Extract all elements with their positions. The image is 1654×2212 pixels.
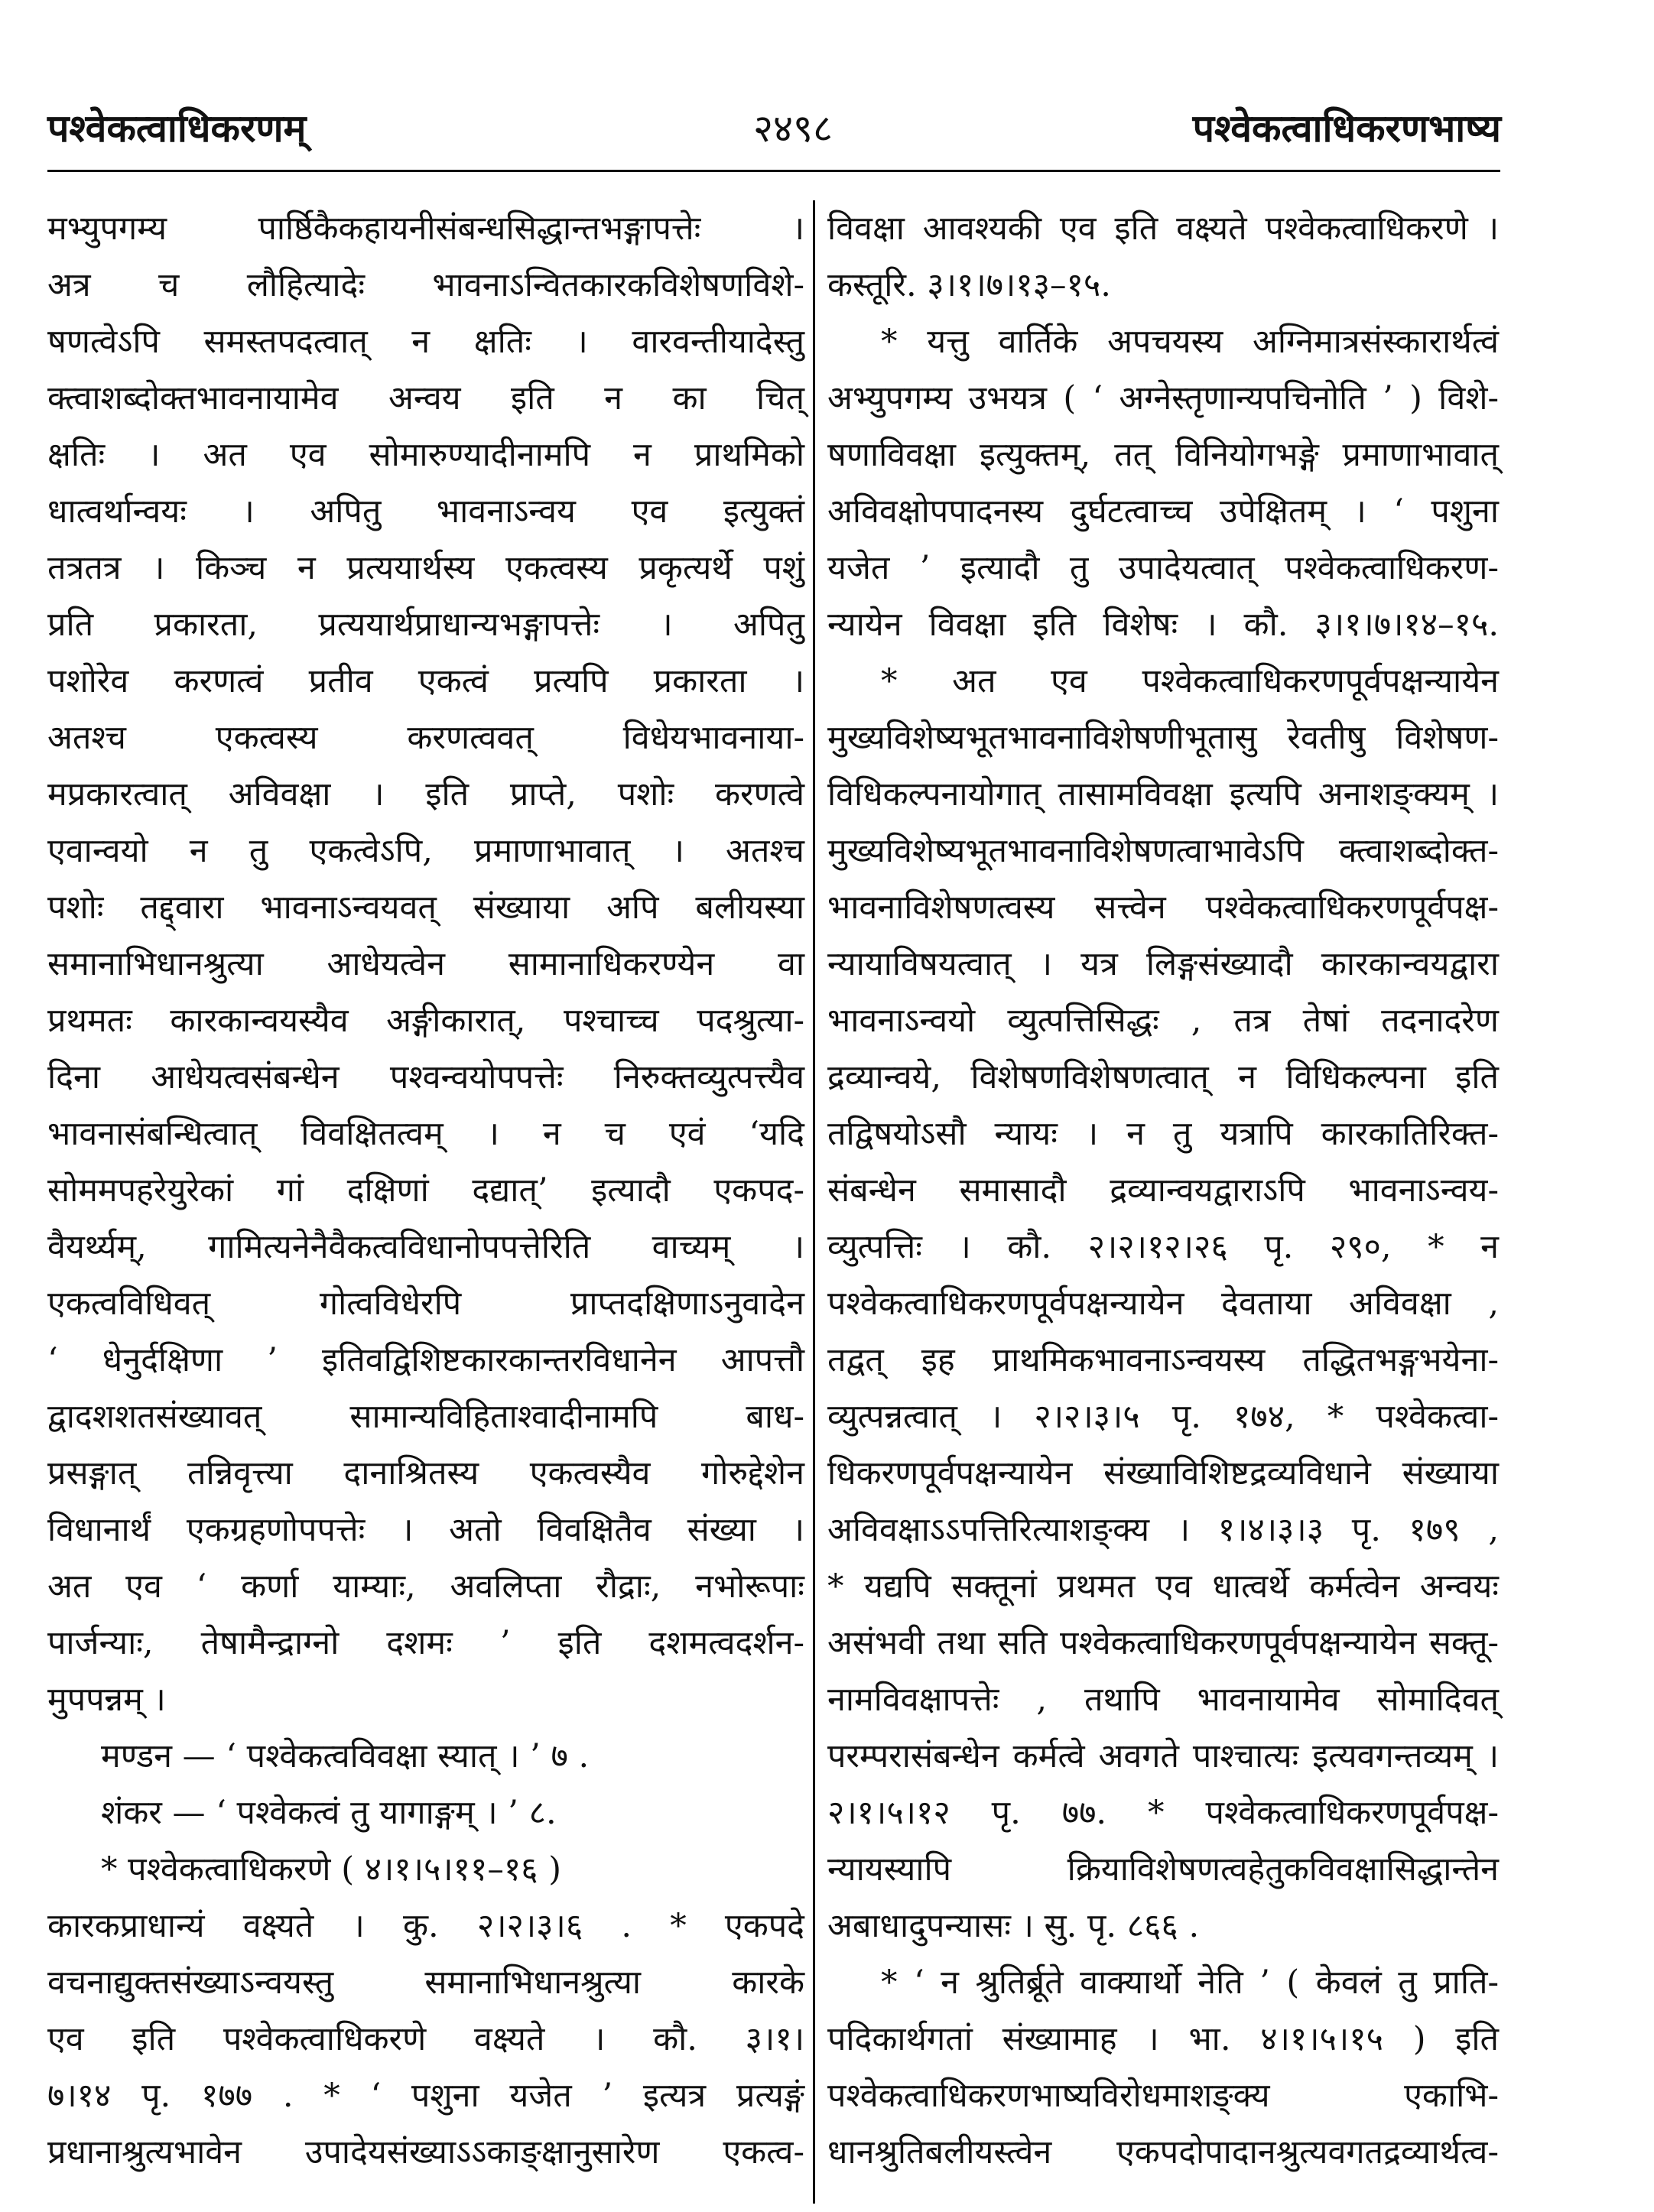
text-line: ‘ धेनुर्दक्षिणा ’ इतिवद्विशिष्टकारकान्तरविधानेन आपत्तौ xyxy=(47,1341,804,1379)
text-line: भावनासंबन्धित्वात् विवक्षितत्वम् । न च एवं ‘यदि xyxy=(47,1115,804,1153)
text-line: क्षतिः । अत एव सोमारुण्यादीनामपि न प्राथमिको xyxy=(47,436,804,474)
text-line: संबन्धेन समासादौ द्रव्यान्वयद्वाराऽपि भावनाऽन्वय- xyxy=(827,1171,1499,1210)
text-line: वचनाद्युक्तसंख्याऽन्वयस्तु समानाभिधानश्रुत्या कारके xyxy=(47,1964,804,2002)
text-line: धानश्रुतिबलीयस्त्वेन एकपदोपादानश्रुत्यवगतद्रव्यार्थत्व- xyxy=(827,2133,1499,2171)
text-line: धात्वर्थान्वयः । अपितु भावनाऽन्वय एव इत्युक्तं xyxy=(47,492,804,531)
text-line: यजेत ’ इत्यादौ तु उपादेयत्वात् पश्वेकत्वाधिकरण- xyxy=(827,549,1499,587)
text-line: समानाभिधानश्रुत्या आधेयत्वेन सामानाधिकरण्येन वा xyxy=(47,945,804,983)
page-number: २४९८ xyxy=(753,106,833,151)
text-line: * ‘ न श्रुतिर्ब्रूते वाक्यार्थो नेति ’ ( केवलं तु प्राति- xyxy=(881,1964,1499,2002)
text-line: विवक्षा आवश्यकी एव इति वक्ष्यते पश्वेकत्वाधिकरणे । xyxy=(827,210,1499,248)
text-line: विधानार्थं एकग्रहणोपपत्तेः । अतो विवक्षितैव संख्या । xyxy=(47,1511,804,1549)
text-line: क्त्वाशब्दोक्तभावनायामेव अन्वय इति न का चित् xyxy=(47,379,804,417)
text-line: * अत एव पश्वेकत्वाधिकरणपूर्वपक्षन्यायेन xyxy=(881,662,1499,700)
text-line: पशोः तद्द्वारा भावनाऽन्वयवत् संख्याया अपि बलीयस्या xyxy=(47,888,804,927)
text-line: न्यायेन विवक्षा इति विशेषः । कौ. ३।१।७।१४–१५. xyxy=(827,606,1499,644)
text-line: पश्वेकत्वाधिकरणपूर्वपक्षन्यायेन देवताया अविवक्षा , xyxy=(827,1285,1499,1323)
text-line: नामविवक्षापत्तेः , तथापि भावनायामेव सोमादिवत् xyxy=(827,1681,1499,1719)
text-line: २।१।५।१२ पृ. ७७. * पश्वेकत्वाधिकरणपूर्वपक्ष- xyxy=(827,1794,1499,1832)
text-line: धिकरणपूर्वपक्षन्यायेन संख्याविशिष्टद्रव्यविधाने संख्याया xyxy=(827,1454,1499,1493)
text-line: मुख्यविशेष्यभूतभावनाविशेषणत्वाभावेऽपि क्त्वाशब्दोक्त- xyxy=(827,832,1499,870)
text-line: भावनाविशेषणत्वस्य सत्त्वेन पश्वेकत्वाधिकरणपूर्वपक्ष- xyxy=(827,888,1499,927)
text-line: पश्वेकत्वाधिकरणभाष्यविरोधमाशङ्क्य एकाभि- xyxy=(827,2077,1499,2115)
text-line: व्युत्पन्नत्वात् । २।२।३।५ पृ. १७४, * पश्वेकत्वा- xyxy=(827,1398,1499,1436)
text-line: अत एव ‘ कर्णा याम्याः, अवलिप्ता रौद्राः, नभोरूपाः xyxy=(47,1567,804,1606)
text-line: मण्डन — ‘ पश्वेकत्वविवक्षा स्यात् । ’ ७ . xyxy=(101,1737,590,1775)
text-line: न्यायाविषयत्वात् । यत्र लिङ्गसंख्यादौ कारकान्वयद्वारा xyxy=(827,945,1499,983)
text-line: दिना आधेयत्वसंबन्धेन पश्वन्वयोपपत्तेः निरुक्तव्युत्पत्त्यैव xyxy=(47,1058,804,1096)
text-line: वैयर्थ्यम्, गामित्यनेनैवैकत्वविधानोपपत्तेरिति वाच्यम् । xyxy=(47,1228,804,1266)
text-line: अविवक्षोपपादनस्य दुर्घटत्वाच्च उपेक्षितम् । ‘ पशुना xyxy=(827,492,1499,531)
text-line: अबाधादुपन्यासः । सु. पृ. ८६६ . xyxy=(827,1907,1200,1945)
text-line: शंकर — ‘ पश्वेकत्वं तु यागाङ्गम् । ’ ८. xyxy=(101,1794,557,1832)
text-line: मभ्युपगम्य पार्ष्ठिकैकहायनीसंबन्धसिद्धान्तभङ्गापत्तेः । xyxy=(47,210,804,248)
text-line: प्रधानाश्रुत्यभावेन उपादेयसंख्याऽऽकाङ्क्षानुसारेण एकत्व- xyxy=(47,2133,804,2171)
text-line: अविवक्षाऽऽपत्तिरित्याशङ्क्य । १।४।३।३ पृ. १७९ , xyxy=(827,1511,1499,1549)
text-line: प्रति प्रकारता, प्रत्ययार्थप्राधान्यभङ्गापत्तेः । अपितु xyxy=(47,606,804,644)
text-line: प्रथमतः कारकान्वयस्यैव अङ्गीकारात्, पश्चाच्च पदश्रुत्या- xyxy=(47,1002,804,1040)
text-line: ७।१४ पृ. १७७ . * ‘ पशुना यजेत ’ इत्यत्र प्रत्यङ्गं xyxy=(47,2077,804,2115)
text-line: तत्रतत्र । किञ्च न प्रत्ययार्थस्य एकत्वस्य प्रकृत्यर्थे पशुं xyxy=(47,549,804,587)
text-line: * यत्तु वार्तिके अपचयस्य अग्निमात्रसंस्कारार्थत्वं xyxy=(881,323,1499,361)
column-divider xyxy=(813,200,815,2204)
running-header-right: पश्वेकत्वाधिकरणभाष्य xyxy=(1192,106,1501,151)
text-line: मुख्यविशेष्यभूतभावनाविशेषणीभूतासु रेवतीषु विशेषण- xyxy=(827,719,1499,757)
left-column xyxy=(47,200,804,2181)
text-line: मप्रकारत्वात् अविवक्षा । इति प्राप्ते, पशोः करणत्वे xyxy=(47,775,804,814)
text-line: * पश्वेकत्वाधिकरणे ( ४।१।५।११–१६ ) xyxy=(101,1850,561,1889)
text-line: द्वादशशतसंख्यावत् सामान्यविहिताश्वादीनामपि बाध- xyxy=(47,1398,804,1436)
header-rule xyxy=(47,170,1500,172)
text-line: एकत्वविधिवत् गोत्वविधेरपि प्राप्तदक्षिणाऽनुवादेन xyxy=(47,1285,804,1323)
text-line: न्यायस्यापि क्रियाविशेषणत्वहेतुकविवक्षासिद्धान्तेन xyxy=(827,1850,1499,1889)
text-line: परम्परासंबन्धेन कर्मत्वे अवगते पाश्चात्यः इत्यवगन्तव्यम् । xyxy=(827,1737,1499,1775)
text-line: अत्र च लौहित्यादेः भावनाऽन्वितकारकविशेषणविशे- xyxy=(47,266,804,304)
text-line: पार्जन्याः, तेषामैन्द्राग्नो दशमः ’ इति दशमत्वदर्शन- xyxy=(47,1624,804,1662)
text-line: कस्तूरि. ३।१।७।१३–१५. xyxy=(827,266,1111,304)
text-line: पशोरेव करणत्वं प्रतीव एकत्वं प्रत्यपि प्रकारता । xyxy=(47,662,804,700)
text-line: सोममपहरेयुरेकां गां दक्षिणां दद्यात्’ इत्यादौ एकपद- xyxy=(47,1171,804,1210)
text-line: षणत्वेऽपि समस्तपदत्वात् न क्षतिः । वारवन्तीयादेस्तु xyxy=(47,323,804,361)
right-column xyxy=(827,200,1499,2181)
text-line: एव इति पश्वेकत्वाधिकरणे वक्ष्यते । कौ. ३।१। xyxy=(47,2020,804,2058)
text-line: एवान्वयो न तु एकत्वेऽपि, प्रमाणाभावात् । अतश्च xyxy=(47,832,804,870)
text-line: षणाविवक्षा इत्युक्तम्, तत् विनियोगभङ्गे प्रमाणाभावात् xyxy=(827,436,1499,474)
text-line: * यद्यपि सक्तूनां प्रथमत एव धात्वर्थे कर्मत्वेन अन्वयः xyxy=(827,1567,1499,1606)
running-header-left: पश्वेकत्वाधिकरणम् xyxy=(47,106,307,151)
text-line: भावनाऽन्वयो व्युत्पत्तिसिद्धः , तत्र तेषां तदनादरेण xyxy=(827,1002,1499,1040)
text-line: द्रव्यान्वये, विशेषणविशेषणत्वात् न विधिकल्पना इति xyxy=(827,1058,1499,1096)
text-line: तद्विषयोऽसौ न्यायः । न तु यत्रापि कारकातिरिक्त- xyxy=(827,1115,1499,1153)
text-line: असंभवी तथा सति पश्वेकत्वाधिकरणपूर्वपक्षन्यायेन सक्तू- xyxy=(827,1624,1499,1662)
text-line: कारकप्राधान्यं वक्ष्यते । कु. २।२।३।६ . * एकपदे xyxy=(47,1907,804,1945)
text-line: प्रसङ्गात् तन्निवृत्त्या दानाश्रितस्य एकत्वस्यैव गोरुद्देशेन xyxy=(47,1454,804,1493)
text-line: अतश्च एकत्वस्य करणत्ववत् विधेयभावनाया- xyxy=(47,719,804,757)
text-line: पदिकार्थगतां संख्यामाह । भा. ४।१।५।१५ ) इति xyxy=(827,2020,1499,2058)
text-line: अभ्युपगम्य उभयत्र ( ‘ अग्नेस्तृणान्यपचिनोति ’ ) विशे- xyxy=(827,379,1499,417)
text-line: विधिकल्पनायोगात् तासामविवक्षा इत्यपि अनाशङ्क्यम् । xyxy=(827,775,1499,814)
text-line: मुपपन्नम् । xyxy=(47,1681,166,1719)
text-line: व्युत्पत्तिः । कौ. २।२।१२।२६ पृ. २९०, * न xyxy=(827,1228,1499,1266)
text-line: तद्वत् इह प्राथमिकभावनाऽन्वयस्य तद्धितभङ्गभयेना- xyxy=(827,1341,1499,1379)
